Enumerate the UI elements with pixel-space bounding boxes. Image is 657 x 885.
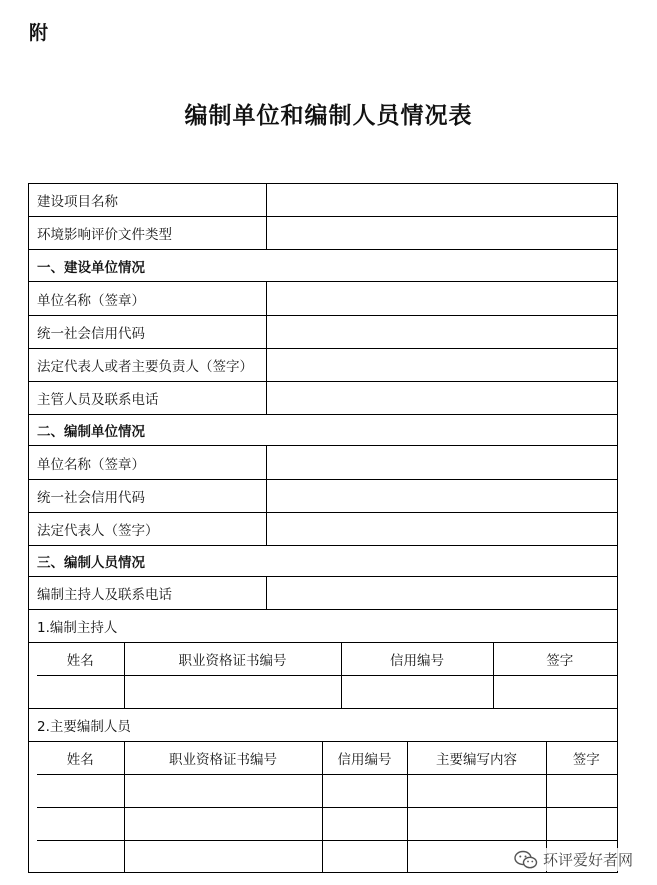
row-builder-legal-rep (29, 349, 618, 382)
cell-name[interactable] (37, 675, 124, 708)
field-builder-legal-rep[interactable] (267, 349, 618, 382)
label-project-name: 建设项目名称 (29, 184, 267, 217)
row-compiler-credit-code (29, 480, 618, 513)
row-builder-credit-code (29, 316, 618, 349)
cell-cert-number[interactable] (124, 807, 322, 840)
table-row (37, 774, 618, 807)
cell-signature[interactable] (546, 774, 618, 807)
host-table (37, 643, 618, 708)
cell-writing-content[interactable] (407, 807, 546, 840)
header-credit-number: 信用编号 (341, 643, 493, 675)
staff-table-header (37, 742, 618, 774)
label-builder-unit-name: 单位名称（签章） (29, 282, 267, 316)
label-compiler-legal-rep: 法定代表人（签字） (29, 513, 267, 546)
host-table-header (37, 643, 618, 675)
label-host-contact: 编制主持人及联系电话 (29, 577, 267, 610)
row-section-staff (29, 546, 618, 577)
cell-cert-number[interactable] (124, 774, 322, 807)
table-row (37, 675, 618, 708)
field-builder-contact[interactable] (267, 382, 618, 415)
field-builder-unit-name[interactable] (267, 282, 618, 316)
cell-cert-number[interactable] (124, 675, 341, 708)
cell-signature[interactable] (493, 675, 618, 708)
cell-credit-number[interactable] (341, 675, 493, 708)
section-heading-builder: 一、建设单位情况 (29, 250, 618, 282)
row-subheading-staff (29, 709, 618, 742)
cell-name[interactable] (37, 774, 124, 807)
header-writing-content: 主要编写内容 (407, 742, 546, 774)
header-cert-number: 职业资格证书编号 (124, 742, 322, 774)
table-row (37, 807, 618, 840)
row-compiler-legal-rep (29, 513, 618, 546)
header-cert-number: 职业资格证书编号 (124, 643, 341, 675)
cell-cert-number[interactable] (124, 840, 322, 872)
row-host-contact (29, 577, 618, 610)
field-project-name[interactable] (267, 184, 618, 217)
row-project-name (29, 184, 618, 217)
section-heading-staff: 三、编制人员情况 (29, 546, 618, 577)
row-compiler-unit-name (29, 446, 618, 480)
cell-name[interactable] (37, 807, 124, 840)
cell-signature[interactable] (546, 807, 618, 840)
header-credit-number: 信用编号 (322, 742, 407, 774)
page-title: 编制单位和编制人员情况表 (184, 103, 473, 129)
label-builder-contact: 主管人员及联系电话 (29, 382, 267, 415)
field-builder-credit-code[interactable] (267, 316, 618, 349)
row-builder-unit-name (29, 282, 618, 316)
cell-writing-content[interactable] (407, 774, 546, 807)
section-heading-compiler: 二、编制单位情况 (29, 415, 618, 446)
header-name: 姓名 (37, 643, 124, 675)
label-builder-credit-code: 统一社会信用代码 (29, 316, 267, 349)
label-eia-doc-type: 环境影响评价文件类型 (29, 217, 267, 250)
field-compiler-unit-name[interactable] (267, 446, 618, 480)
row-section-compiler (29, 415, 618, 446)
field-compiler-legal-rep[interactable] (267, 513, 618, 546)
watermark (510, 848, 637, 871)
wechat-icon (514, 850, 538, 870)
cell-credit-number[interactable] (322, 807, 407, 840)
subheading-staff: 2.主要编制人员 (29, 709, 618, 742)
label-builder-legal-rep: 法定代表人或者主要负责人（签字） (29, 349, 267, 382)
label-compiler-unit-name: 单位名称（签章） (29, 446, 267, 480)
row-eia-doc-type (29, 217, 618, 250)
header-name: 姓名 (37, 742, 124, 774)
row-builder-contact (29, 382, 618, 415)
subheading-host: 1.编制主持人 (29, 610, 618, 643)
attachment-label: 附 (29, 22, 49, 44)
cell-credit-number[interactable] (322, 840, 407, 872)
info-form-table (28, 183, 618, 873)
field-host-contact[interactable] (267, 577, 618, 610)
field-compiler-credit-code[interactable] (267, 480, 618, 513)
watermark-text: 环评爱好者网 (542, 851, 633, 869)
row-subheading-host (29, 610, 618, 643)
header-signature: 签字 (546, 742, 618, 774)
row-host-table (29, 643, 618, 709)
cell-name[interactable] (37, 840, 124, 872)
field-eia-doc-type[interactable] (267, 217, 618, 250)
row-section-builder (29, 250, 618, 282)
header-signature: 签字 (493, 643, 618, 675)
label-compiler-credit-code: 统一社会信用代码 (29, 480, 267, 513)
cell-credit-number[interactable] (322, 774, 407, 807)
